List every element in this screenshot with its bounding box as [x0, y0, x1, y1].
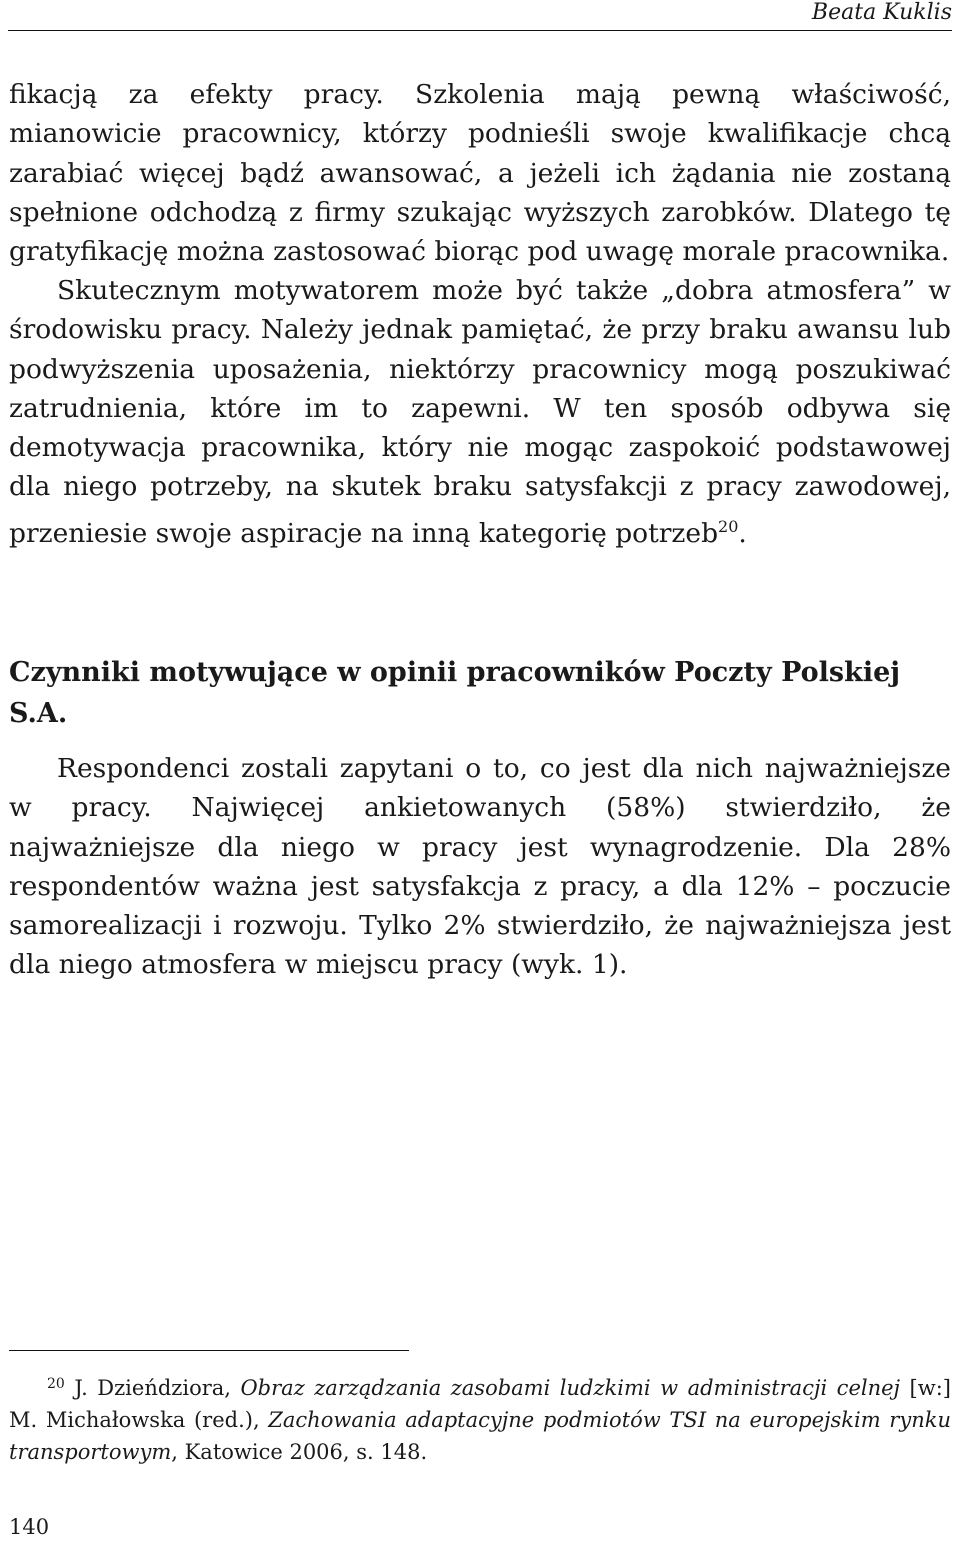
header-rule [8, 30, 952, 31]
paragraph-text: Skutecznym motywatorem może być także „dobra atmosfera” w środowisku pracy. Należy jednak pamiętać, że przy braku awansu lub podwyższenia uposażenia, niektórzy pracownicy mogą poszukiwać zatrudnienia, które im to zapewni. W ten sposób odbywa się demotywacja pracownika, który nie mogąc zaspokoić podstawowej dla niego potrzeby, na skutek braku satysfakcji z pracy zawodowej, przeniesie swoje aspiracje na inną kategorię potrzeb [9, 275, 951, 549]
paragraph: Respondenci zostali zapytani o to, co jest dla nich najważniejsze w pracy. Najwięcej ankietowanych (58%) stwierdziło, że najważniejsze dla niego w pracy jest wynagrodzenie. Dla 28% respondentów ważna jest satysfakcja z pracy, a dla 12% – poczucie samorealizacji i rozwoju. Tylko 2% stwierdziło, że najważniejsza jest dla niego atmosfera w miejscu pracy (wyk. 1). [9, 753, 951, 981]
footnote-imprint: , Katowice 2006, s. 148. [171, 1440, 428, 1464]
footnote-title: Obraz zarządzania zasobami ludzkimi w administracji celnej [240, 1376, 901, 1400]
footnote-number: 20 [47, 1376, 65, 1392]
section-heading: Czynniki motywujące w opinii pracowników Poczty Polskiej S.A. [9, 657, 901, 729]
footnote-source: [w:] M. Michałowska (red.), [9, 1376, 951, 1432]
footnote-rule [9, 1350, 409, 1351]
footnote-author: J. Dzieńdziora, [74, 1376, 241, 1400]
footnote-reference: 20 [718, 516, 739, 536]
footnote-book-title: Zachowania adaptacyjne podmiotów TSI na europejskim rynku transportowym [9, 1408, 951, 1464]
paragraph [9, 271, 951, 553]
page-number: 140 [9, 1515, 50, 1539]
paragraph: fikacją za efekty pracy. Szkolenia mają pewną właściwość, mianowicie pracownicy, którzy podnieśli swoje kwalifikacje chcą zarabiać więcej bądź awansować, a jeżeli ich żądania nie zostaną spełnione odchodzą z firmy szukając wyższych zarobków. Dlatego tę gratyfikację można zastosować biorąc pod uwagę morale pracownika. [9, 79, 951, 268]
footnote [9, 1368, 951, 1468]
running-head: Beata Kuklis [811, 0, 952, 25]
paragraph-end: . [738, 517, 747, 549]
